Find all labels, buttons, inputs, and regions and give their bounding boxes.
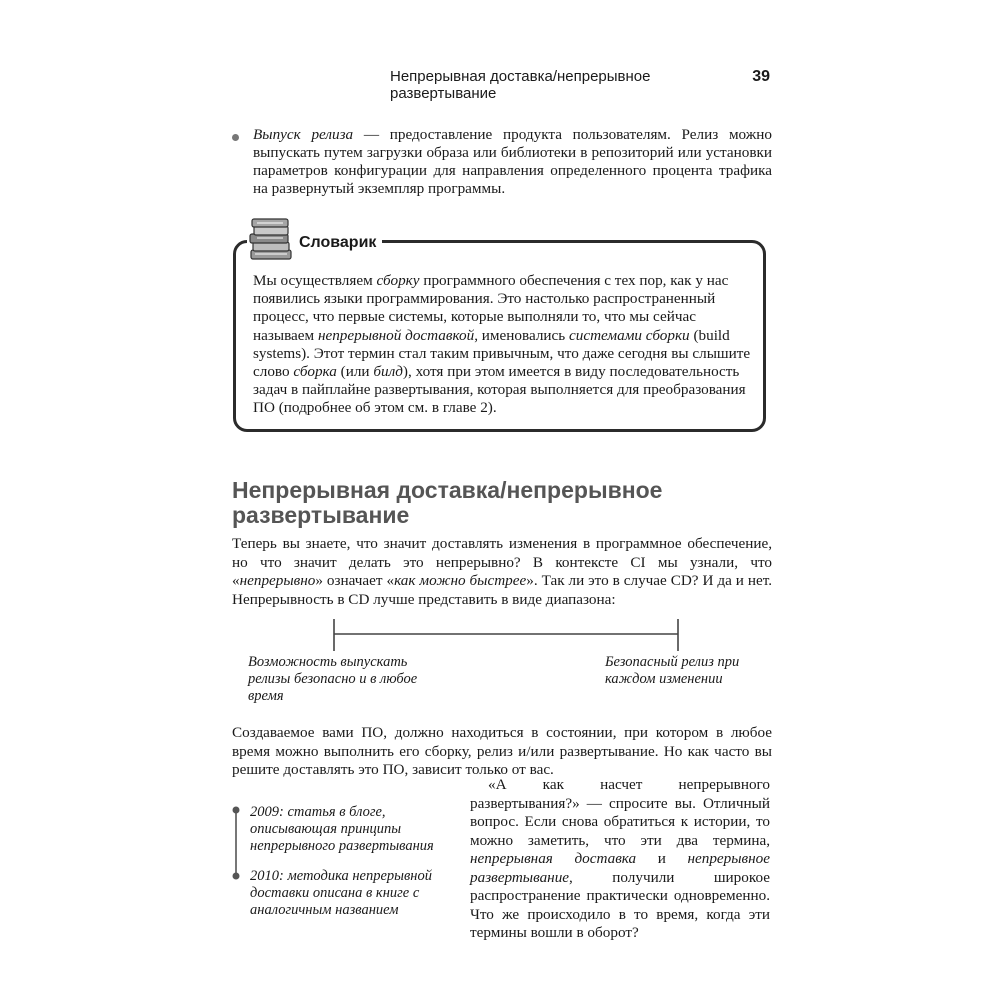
intro-segment-term: непрерывно	[239, 572, 316, 589]
timeline-dot-2	[233, 873, 240, 880]
glossary-segment-text: ), хотя при этом имеется в виду последовательность задач в пайплайне развертывания, которая выполняется для преобразования ПО (подробнее об этом см. в главе 2).	[253, 363, 746, 417]
glossary-segment-text: (или	[336, 363, 374, 381]
spectrum-right-label: Безопасный релиз при каждом изменении	[605, 654, 740, 687]
glossary-segment-text: , именовались	[474, 326, 570, 344]
page-number: 39	[752, 68, 770, 85]
running-header	[390, 68, 770, 102]
glossary-segment-text: (build systems). Этот термин стал таким привычным, что даже сегодня вы слышите слово	[253, 326, 751, 381]
question-segment-text: «А как насчет непрерывного развертывания?» — спросите вы. Отличный вопрос. Если снова обратиться к истории, то можно заметить, что эти два термина,	[470, 776, 770, 849]
question-segment-term: непрерывная доставка	[470, 850, 637, 867]
intro-segment-text: Теперь вы знаете, что значит доставлять изменения в программное обеспечение, но что значит делать это непрерывно? В контексте CI мы узнали, что «	[232, 535, 772, 589]
release-term: Выпуск релиза	[253, 126, 354, 143]
glossary-segment-term: системами сборки	[569, 326, 690, 344]
stacked-books-icon	[247, 218, 295, 267]
glossary-header	[247, 218, 382, 267]
release-bullet	[232, 126, 772, 198]
intro-segment-term: как можно быстрее	[394, 572, 527, 589]
glossary-text	[253, 272, 751, 418]
timeline-dot-1	[233, 807, 240, 814]
glossary-segment-term: билд	[373, 363, 403, 381]
intro-segment-text: ». Так ли это в случае CD? И да и нет. Непрерывность в CD лучше представить в виде диапазона:	[232, 572, 773, 608]
section-heading: Непрерывная доставка/непрерывное развертывание	[232, 477, 663, 528]
question-paragraph-body	[470, 776, 770, 943]
release-bullet-text	[253, 126, 772, 198]
glossary-segment-term: сборку	[376, 272, 420, 289]
question-paragraph	[470, 776, 770, 943]
timeline-item-2009: 2009: статья в блоге, описывающая принципы непрерывного развертывания	[250, 804, 434, 854]
intro-paragraph	[232, 535, 772, 609]
release-definition: — предоставление продукта пользователям. Релиз можно выпускать путем загрузки образа или библиотеки в репозиторий или установки параметров конфигурации для направления определенного процента трафика на развернутый экземпляр программы.	[253, 126, 772, 197]
bullet-dot	[232, 134, 239, 141]
question-segment-term: непрерывное развертывание	[470, 850, 770, 886]
spectrum-left-label: Возможность выпускать релизы безопасно и в любое время	[248, 654, 418, 704]
spectrum-line	[320, 615, 690, 655]
glossary-segment-text: Мы осуществляем	[253, 272, 377, 289]
intro-segment-text: » означает «	[315, 572, 395, 589]
glossary-title: Словарик	[299, 233, 377, 251]
glossary-segment-term: непрерывной доставкой	[317, 326, 475, 344]
running-title: Непрерывная доставка/непрерывное развертывание	[390, 68, 651, 102]
glossary-segment-text: программного обеспечения с тех пор, как у нас появились языки программирования. Это настолько распространенный процесс, что первые системы, которые выполняли то, что мы сейчас называем	[253, 272, 729, 344]
after-spectrum-paragraph: Создаваемое вами ПО, должно находиться в состоянии, при котором в любое время можно выполнить его сборку, релиз и/или развертывание. Но как часто вы решите доставлять это ПО, зависит только от вас.	[232, 724, 772, 778]
question-segment-text: и	[636, 850, 688, 867]
question-segment-text: , получили широкое распространение практически одновременно. Что же происходило в то время, когда эти термины вошли в оборот?	[470, 868, 770, 941]
glossary-segment-term: сборка	[293, 363, 337, 381]
timeline-item-2010: 2010: методика непрерывной доставки описана в книге с аналогичным названием	[250, 868, 432, 918]
